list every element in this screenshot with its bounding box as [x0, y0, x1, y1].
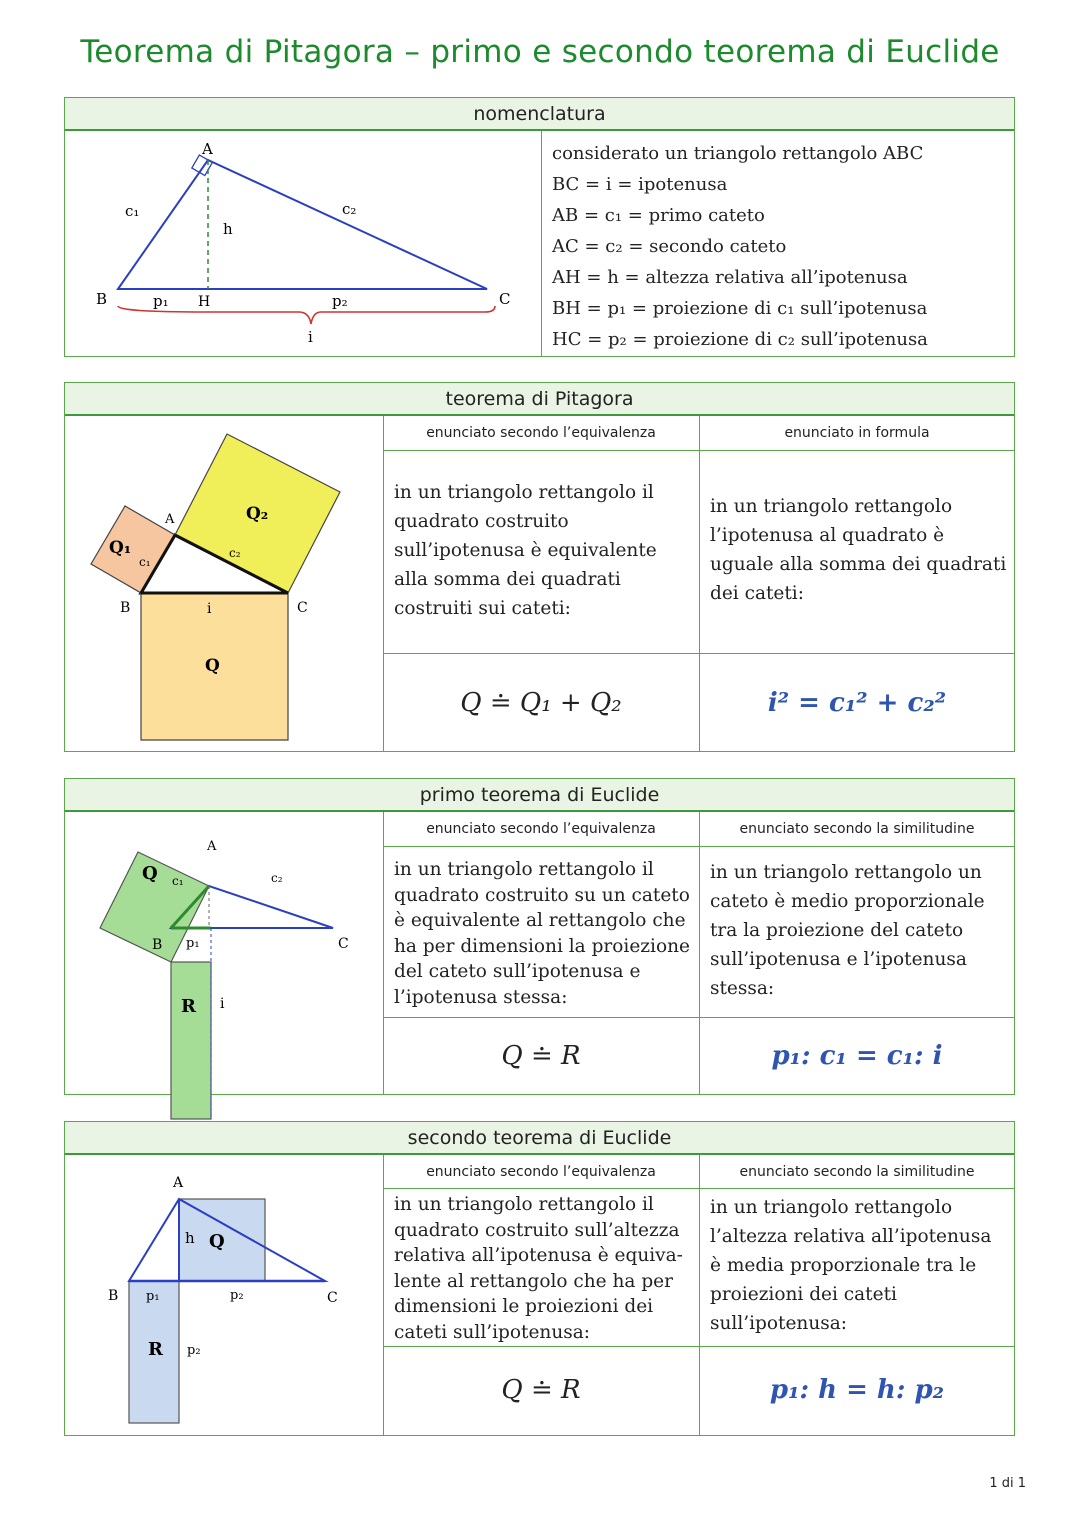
label-p1: p₁ — [153, 292, 169, 310]
label-c2: c₂ — [229, 546, 241, 560]
label-p2: p₂ — [332, 292, 348, 310]
pitagora-formula-algebraic: i² = c₁² + c₂² — [767, 688, 947, 718]
nomenclatura-header: nomenclatura — [65, 98, 1014, 131]
pitagora-col2-text: in un triangolo rettangolo l’ipotenusa al quadrato è uguale alla somma dei quadrati dei cateti: — [710, 496, 1007, 604]
label-c: C — [327, 1290, 338, 1306]
euclide2-col2-title: enunciato secondo la similitudine — [739, 1164, 975, 1180]
label-r: R — [181, 996, 196, 1017]
definition-line: BC = i = ipotenusa — [552, 174, 728, 195]
pitagora-col1-title: enunciato secondo l’equivalenza — [426, 425, 656, 441]
euclide1-figure — [65, 812, 383, 1096]
euclide2-col2-text: in un triangolo rettangolo l’altezza relativa all’ipotenusa è media proporzionale tra le proiezioni dei cateti sull’ipotenusa: — [710, 1197, 992, 1334]
label-c1: c₁ — [172, 874, 184, 888]
nomenclatura-definitions — [552, 138, 928, 355]
definition-line: AB = c₁ = primo cateto — [552, 205, 765, 226]
label-p1: p₁ — [146, 1289, 160, 1304]
label-c2: c₂ — [271, 871, 283, 885]
label-q1: Q₁ — [109, 538, 132, 558]
label-i: i — [220, 996, 225, 1012]
pitagora-formula-equivalence: Q ≐ Q₁ + Q₂ — [460, 688, 622, 718]
label-i: i — [308, 328, 313, 346]
label-p1: p₁ — [186, 936, 200, 951]
label-a: A — [165, 512, 175, 527]
label-c: C — [338, 936, 349, 952]
page-number: 1 di 1 — [989, 1476, 1026, 1491]
label-b: B — [96, 290, 108, 308]
label-b: B — [108, 1288, 119, 1304]
pitagora-box — [64, 382, 1015, 752]
euclide1-header: primo teorema di Euclide — [65, 779, 1014, 812]
label-q: Q — [209, 1231, 225, 1252]
definition-line: AC = c₂ = secondo cateto — [552, 236, 787, 257]
pitagora-col1-text: in un triangolo rettangolo il quadrato costruito sull’ipotenusa è equivalente alla somma dei quadrati costruiti sui cateti: — [394, 482, 657, 619]
definition-line: BH = p₁ = proiezione di c₁ sull’ipotenusa — [552, 298, 928, 319]
euclide1-box — [64, 778, 1015, 1095]
label-q: Q — [205, 656, 220, 676]
label-q: Q — [142, 863, 158, 884]
label-a: A — [173, 1175, 184, 1191]
nomenclatura-triangle-figure — [65, 130, 541, 358]
label-i: i — [207, 601, 212, 617]
pitagora-header: teorema di Pitagora — [65, 383, 1014, 416]
euclide2-formula-similarity: p₁: h = h: p₂ — [769, 1375, 945, 1405]
label-c: C — [297, 600, 308, 616]
euclide1-formula-equivalence: Q ≐ R — [501, 1041, 581, 1071]
pitagora-figure — [65, 416, 383, 752]
definition-line: AH = h = altezza relativa all’ipotenusa — [552, 267, 908, 288]
label-r: R — [148, 1339, 163, 1360]
euclide1-col2-title: enunciato secondo la similitudine — [739, 821, 975, 837]
euclide2-figure — [65, 1155, 383, 1437]
definition-line: HC = p₂ = proiezione di c₂ sull’ipotenusa — [552, 329, 928, 350]
euclide1-col2-text: in un triangolo rettangolo un cateto è medio proporzionale tra la proiezione del cateto sull’ipotenusa e l’ipotenusa stessa: — [710, 862, 985, 999]
euclide1-col1-text: in un triangolo rettangolo il quadrato costruito su un cateto è equivalente al rettangolo che ha per dimensioni la proiezione del cateto sull’ipotenusa e l’ipotenusa stessa: — [394, 859, 690, 1008]
label-h-foot: H — [198, 294, 211, 310]
label-q2: Q₂ — [246, 504, 269, 524]
definition-line: considerato un triangolo rettangolo ABC — [552, 143, 924, 164]
label-p2: p₂ — [230, 1288, 244, 1303]
label-c2: c₂ — [342, 200, 357, 218]
page-title: Teorema di Pitagora – primo e secondo teorema di Euclide — [80, 34, 1000, 70]
label-a: A — [207, 839, 217, 854]
label-c1: c₁ — [125, 202, 140, 220]
euclide2-box — [64, 1121, 1015, 1436]
label-h: h — [185, 1229, 195, 1247]
label-b: B — [152, 937, 163, 953]
euclide1-col1-title: enunciato secondo l’equivalenza — [426, 821, 656, 837]
pitagora-col2-title: enunciato in formula — [784, 425, 930, 441]
label-p2-rect: p₂ — [187, 1343, 201, 1358]
label-h: h — [223, 220, 233, 238]
nomenclatura-box — [64, 97, 1015, 357]
label-b: B — [120, 600, 131, 616]
euclide2-header: secondo teorema di Euclide — [65, 1122, 1014, 1155]
euclide2-col1-title: enunciato secondo l’equivalenza — [426, 1164, 656, 1180]
label-a: A — [202, 140, 213, 158]
label-c: C — [499, 290, 511, 308]
euclide1-formula-similarity: p₁: c₁ = c₁: i — [771, 1041, 943, 1071]
euclide2-col1-text: in un triangolo rettangolo il quadrato costruito sull’altezza relativa all’ipotenusa è equiva-lente al rettangolo che ha per dimensioni le proiezioni dei cateti sull’ipotenusa: — [394, 1194, 683, 1343]
euclide2-formula-equivalence: Q ≐ R — [501, 1375, 581, 1405]
label-c1: c₁ — [139, 555, 151, 569]
